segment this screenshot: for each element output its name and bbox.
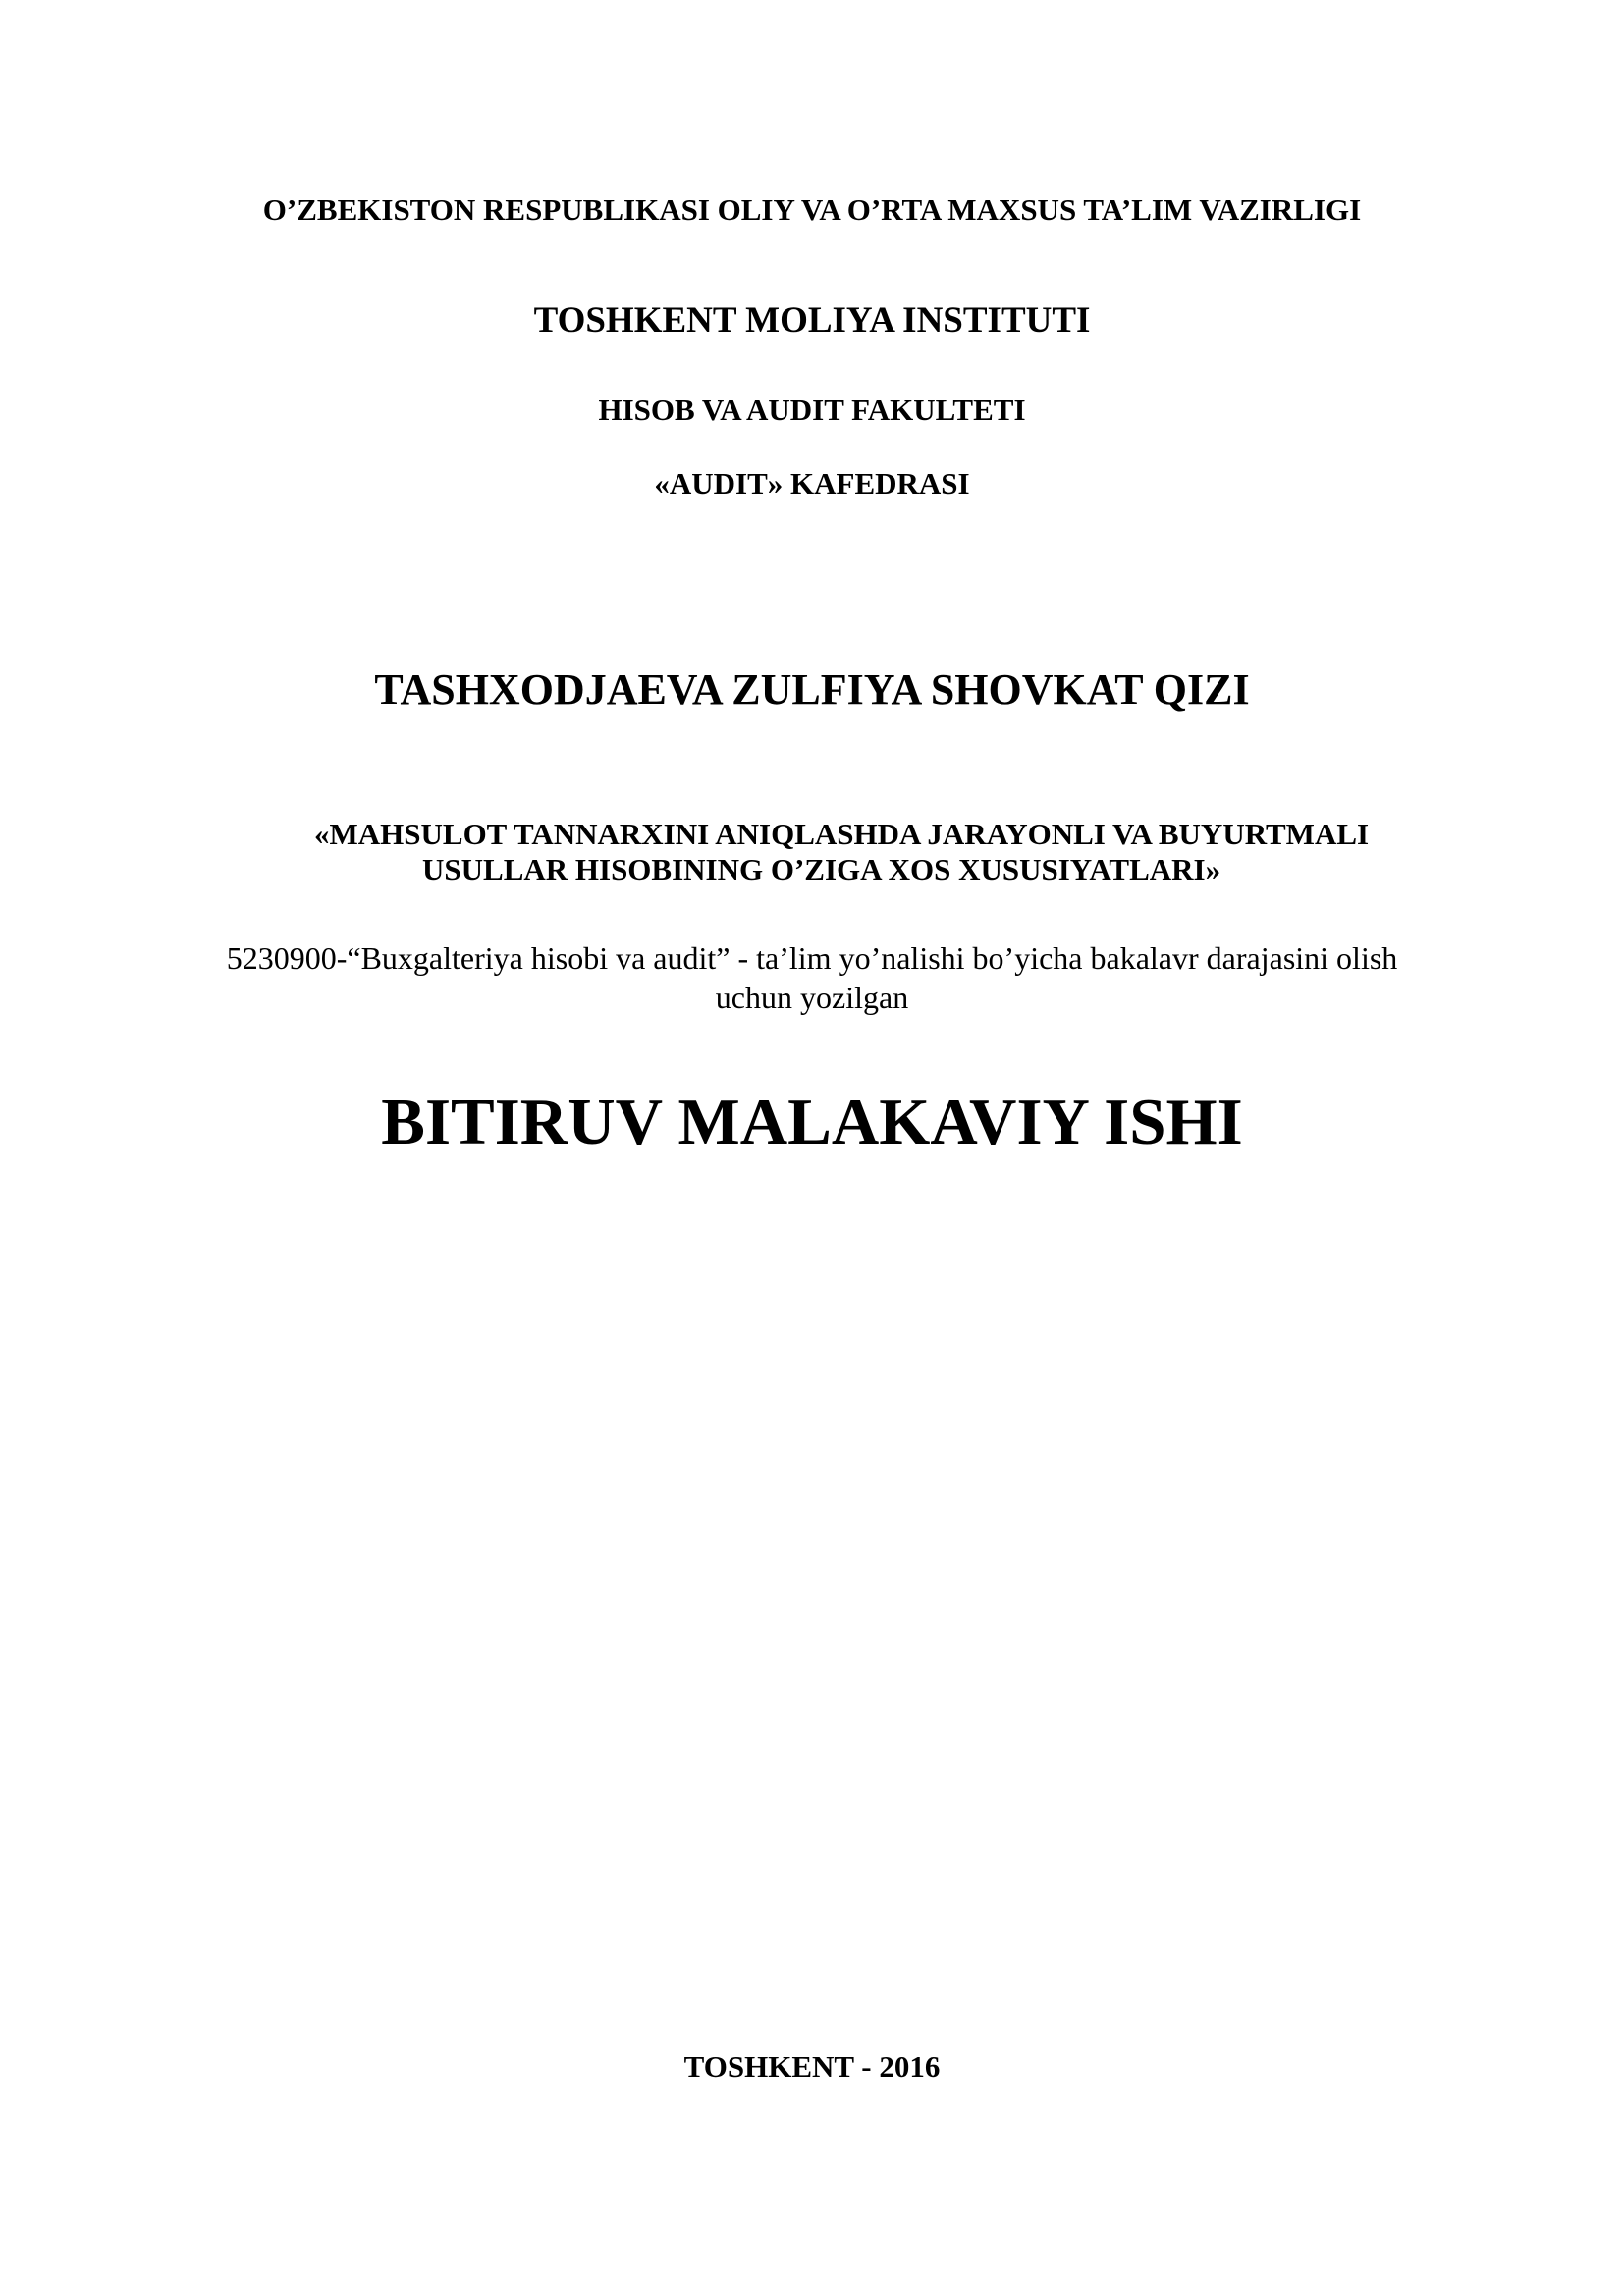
faculty-heading: HISOB VA AUDIT FAKULTETI [598, 393, 1026, 427]
specialty-line-1: 5230900-“Buxgalteriya hisobi va audit” - ta’lim yo’nalishi bo’yicha bakalavr darajasini olish [226, 940, 1398, 976]
work-type-title: BITIRUV MALAKAVIY ISHI [381, 1086, 1243, 1158]
department-heading: «AUDIT» KAFEDRASI [654, 466, 970, 501]
city-year: TOSHKENT - 2016 [683, 2050, 941, 2084]
ministry-heading: O’ZBEKISTON RESPUBLIKASI OLIY VA O’RTA MAXSUS TA’LIM VAZIRLIGI [262, 192, 1362, 227]
specialty-line-2: uchun yozilgan [715, 980, 909, 1015]
institute-heading: TOSHKENT MOLIYA INSTITUTI [533, 300, 1091, 341]
author-name: TASHXODJAEVA ZULFIYA SHOVKAT QIZI [374, 666, 1250, 714]
thesis-topic-line-2: USULLAR HISOBINING O’ZIGA XOS XUSUSIYATLARI» [422, 852, 1221, 886]
thesis-topic-line-1: «MAHSULOT TANNARXINI ANIQLASHDA JARAYONLI VA BUYURTMALI [314, 817, 1370, 851]
